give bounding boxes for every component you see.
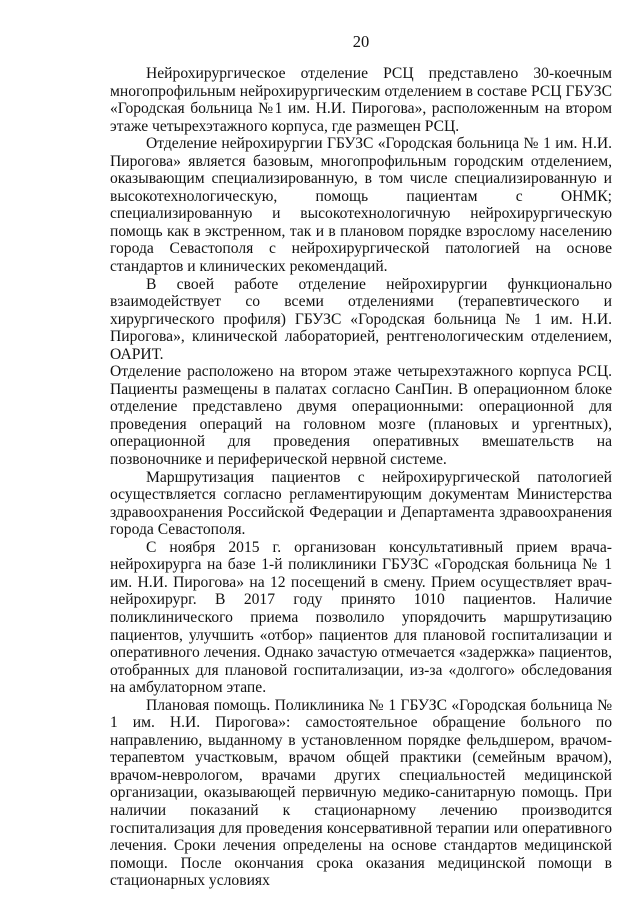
- paragraph-planned-care: Плановая помощь. Поликлиника № 1 ГБУЗС «Городская больница № 1 им. Н.И. Пирогова»: самостоятельное обращение больного по направлению, выданному в установленном порядке фельдшером, врачом-терапевтом участковым, врачом общей практики (семейным врачом), врачом-неврологом, врачами других специальностей медицинской организации, оказывающей первичную медико-санитарную помощь. При наличии показаний к стационарному лечению производится госпитализация для проведения консервативной терапии или оперативного лечения. Сроки лечения определены на основе стандартов медицинской помощи. После окончания срока оказания медицинской помощи в стационарных условиях: [110, 696, 612, 890]
- page-number: 20: [352, 32, 370, 51]
- paragraph-department-role: Отделение нейрохирургии ГБУЗС «Городская больница № 1 им. Н.И. Пирогова» является базовым, многопрофильным городским отделением, оказывающим специализированную, в том числе специализированную и высокотехнологическую, помощь пациентам с ОНМК; специализированную и высокотехнологичную нейрохирургическую помощь как в экстренном, так и в плановом порядке взрослому населению города Севастополя с нейрохирургической патологией на основе стандартов и клинических рекомендаций.: [110, 135, 612, 276]
- paragraph-cooperation: В своей работе отделение нейрохирургии функционально взаимодействует со всеми отделениями (терапевтического и хирургического профиля) ГБУЗС «Городская больница № 1 им. Н.И. Пирогова», клинической лабораторией, рентгенологическим отделением, ОАРИТ.: [110, 275, 612, 363]
- paragraph-location: Отделение расположено на втором этаже четырехэтажного корпуса РСЦ. Пациенты размещены в палатах согласно СанПин. В операционном блоке отделение представлено двумя операционными: операционной для проведения операций на головном мозге (плановых и ургентных), операционной для проведения оперативных вмешательств на позвоночнике и периферической нервной системе.: [110, 363, 612, 469]
- paragraph-consultation: С ноября 2015 г. организован консультативный прием врача-нейрохирурга на базе 1-й поликлиники ГБУЗС «Городская больница № 1 им. Н.И. Пирогова» на 12 посещений в смену. Прием осуществляет врач-нейрохирург. В 2017 году принято 1010 пациентов. Наличие поликлинического приема позволило упорядочить маршрутизацию пациентов, улучшить «отбор» пациентов для плановой госпитализации и оперативного лечения. Однако зачастую отмечается «задержка» пациентов, отобранных для плановой госпитализации, из-за «долгого» обследования на амбулаторном этапе.: [110, 538, 612, 697]
- document-body: [110, 65, 612, 890]
- paragraph-department-overview: Нейрохирургическое отделение РСЦ представлено 30-коечным многопрофильным нейрохирургическим отделением в составе РСЦ ГБУЗС «Городская больница №1 им. Н.И. Пирогова», расположенным на втором этаже четырехэтажного корпуса, где размещен РСЦ.: [110, 65, 612, 135]
- paragraph-routing: Маршрутизация пациентов с нейрохирургической патологией осуществляется согласно регламентирующим документам Министерства здравоохранения Российской Федерации и Департамента здравоохранения города Севастополя.: [110, 468, 612, 539]
- document-page: [110, 0, 612, 905]
